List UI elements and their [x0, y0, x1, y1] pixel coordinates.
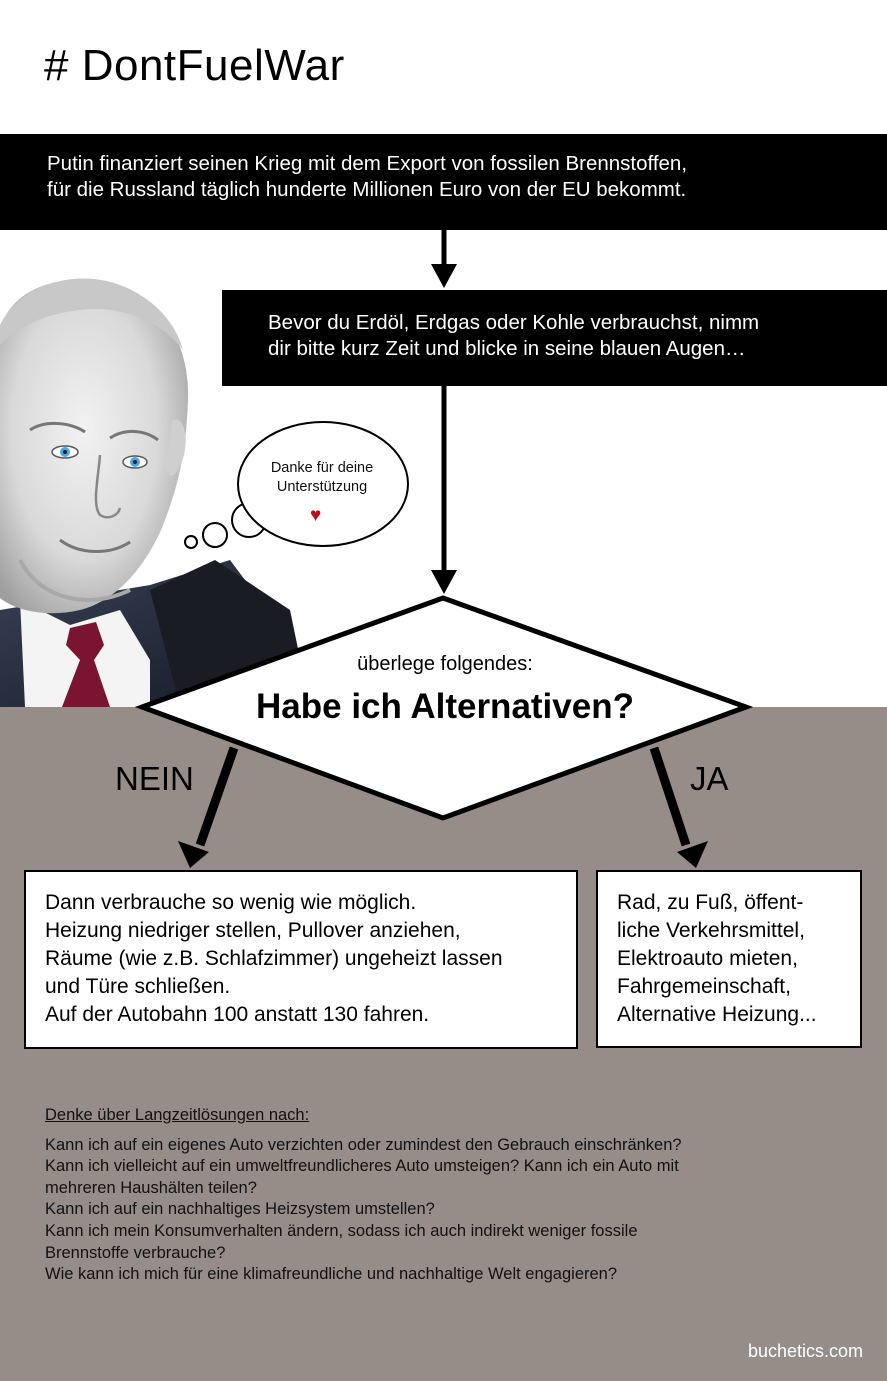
longterm-line: Wie kann ich mich für eine klimafreundliche und nachhaltige Welt engagieren?: [45, 1265, 618, 1284]
branch-label-yes: JA: [690, 760, 729, 797]
banner-second-line-2: dir bitte kurz Zeit und blicke in seine blauen Augen…: [268, 337, 746, 360]
longterm-line: Kann ich vielleicht auf ein umweltfreundlicheres Auto umsteigen? Kann ich ein Auto mit: [45, 1157, 679, 1176]
heart-icon: ♥: [310, 505, 322, 526]
page-title-hashtag: # DontFuelWar: [44, 41, 345, 90]
banner-top-line-2: für die Russland täglich hunderte Millionen Euro von der EU bekommt.: [47, 178, 687, 201]
banner-second: [222, 290, 887, 386]
thought-bubble-line-1: Danke für deine: [270, 460, 374, 476]
longterm-section: [45, 1105, 845, 1286]
thought-bubble-dot-medium: [203, 523, 227, 547]
longterm-line: Kann ich auf ein nachhaltiges Heizsystem umstellen?: [45, 1200, 435, 1219]
decision-subtitle: überlege folgendes:: [357, 653, 533, 675]
thought-bubble-dot-small: [185, 536, 197, 548]
banner-top: [0, 134, 887, 230]
box-yes-line: Rad, zu Fuß, öffent-: [617, 891, 804, 914]
box-yes-line: liche Verkehrsmittel,: [617, 919, 805, 942]
box-no-line: Dann verbrauche so wenig wie möglich.: [45, 891, 417, 914]
box-no-line: und Türe schließen.: [45, 975, 231, 998]
longterm-line: Kann ich auf ein eigenes Auto verzichten oder zumindest den Gebrauch einschränken?: [45, 1135, 682, 1154]
footer-website: buchetics.com: [747, 1341, 863, 1361]
longterm-line: Kann ich mein Konsumverhalten ändern, sodass ich auch indirekt weniger fossile: [45, 1221, 638, 1240]
banner-top-line-1: Putin finanziert seinen Krieg mit dem Export von fossilen Brennstoffen,: [47, 152, 688, 175]
thought-bubble-line-2: Unterstützung: [276, 479, 368, 495]
arrow-head-1: [431, 264, 457, 288]
box-yes-line: Fahrgemeinschaft,: [617, 975, 791, 998]
arrow-shaft-yes: [654, 748, 686, 845]
arrow-shaft-no: [200, 748, 234, 845]
box-no-line: Heizung niedriger stellen, Pullover anziehen,: [45, 919, 461, 942]
longterm-line: Brennstoffe verbrauche?: [45, 1243, 226, 1262]
box-no-line: Auf der Autobahn 100 anstatt 130 fahren.: [45, 1003, 430, 1026]
box-yes-line: Alternative Heizung...: [617, 1003, 817, 1026]
banner-second-line-1: Bevor du Erdöl, Erdgas oder Kohle verbrauchst, nimm: [268, 311, 760, 334]
longterm-heading: Denke über Langzeitlösungen nach:: [45, 1106, 310, 1124]
box-yes-alternatives: [596, 870, 862, 1048]
branch-label-no: NEIN: [115, 760, 194, 797]
box-no-alternatives: [24, 870, 578, 1049]
longterm-line: mehreren Haushälten teilen?: [45, 1178, 257, 1197]
thought-bubble-text: [244, 459, 400, 497]
arrow-head-2: [431, 570, 457, 594]
decision-question: Habe ich Alternativen?: [256, 687, 634, 726]
box-no-line: Räume (wie z.B. Schlafzimmer) ungeheizt lassen: [45, 947, 503, 970]
box-yes-line: Elektroauto mieten,: [617, 947, 798, 970]
